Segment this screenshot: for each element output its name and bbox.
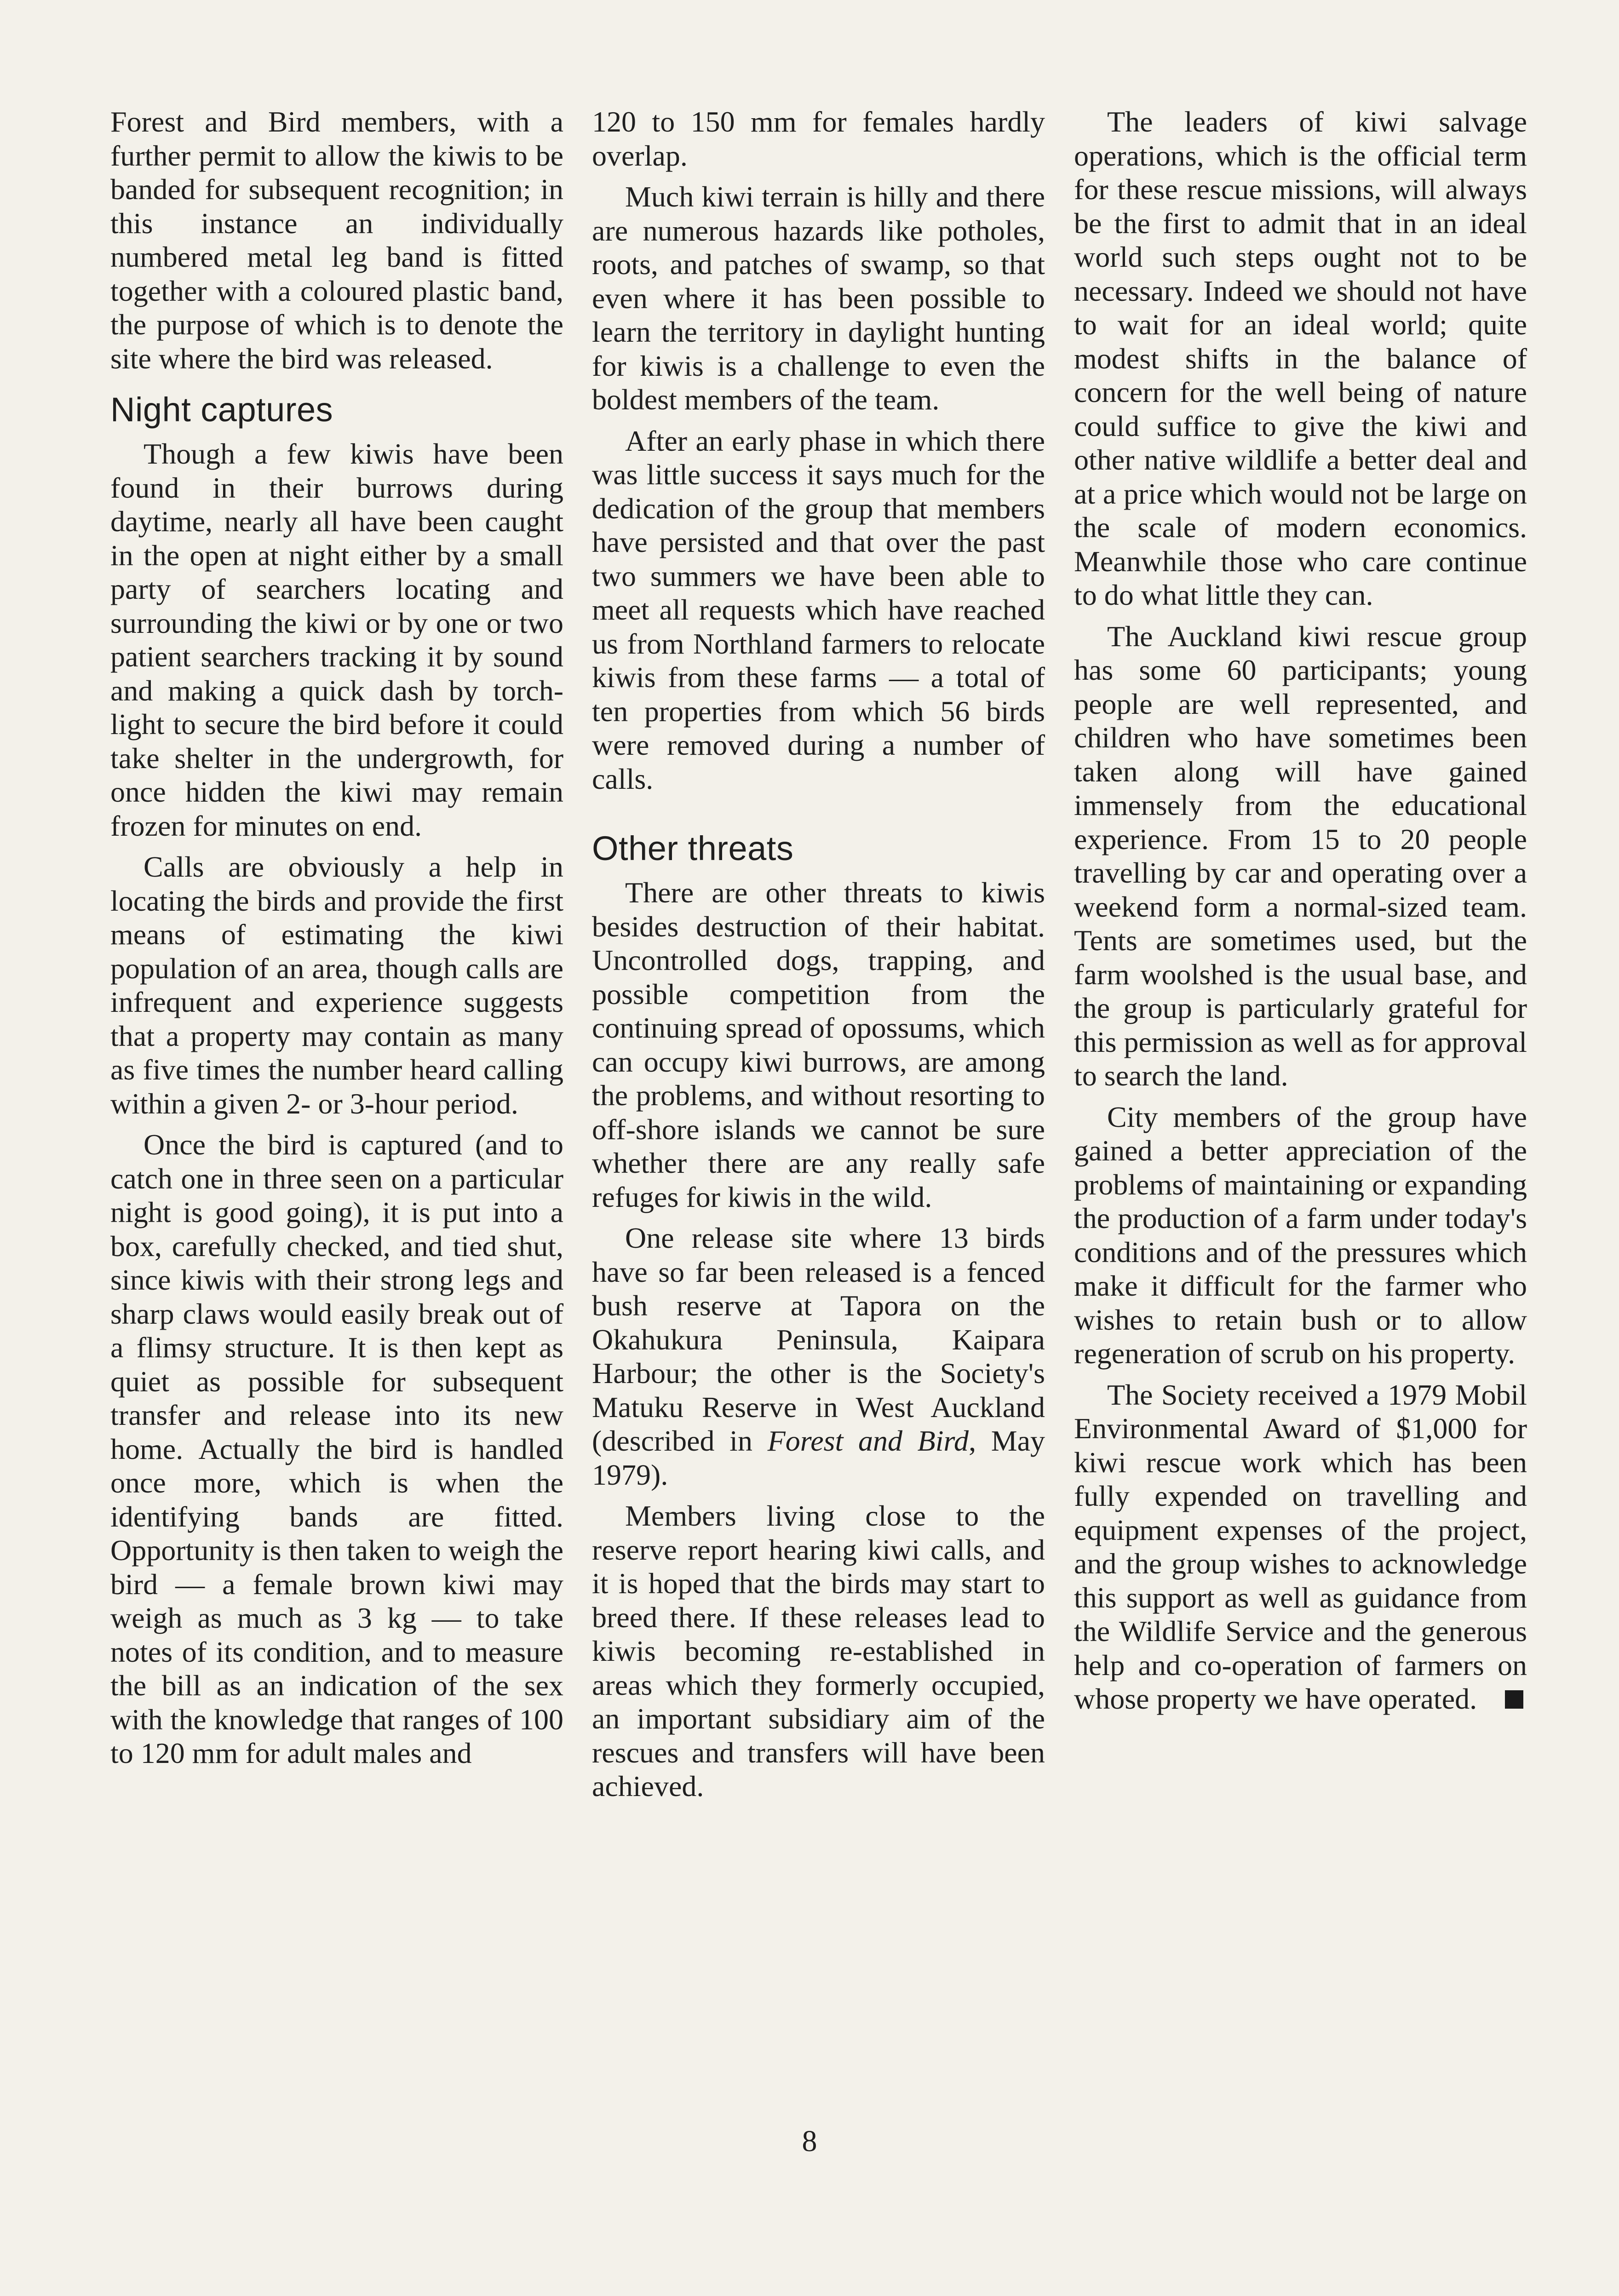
paragraph-text: , May 1979). [592,1424,1045,1491]
paragraph: Once the bird is captured (and to catch one in three seen on a particular night is good going), it is put into a box, carefully checked, and tied shut, since kiwis with their strong legs and sharp claws would easily break out of a flimsy structure. It is then kept as quiet as possible for subsequent transfer and release into its new home. Actually the bird is handled once more, which is when the identifying bands are fitted. Opportunity is then taken to weigh the bird — a female brown kiwi may weigh as much as 3 kg — to take notes of its condition, and to measure the bill as an indication of the sex with the knowledge that ranges of 100 to 120 mm for adult males and [110,1128,563,1769]
paragraph-text: One release site where 13 birds have so far been released is a fenced bush reserve at Tapora on the Okahukura Peninsula, Kaipara Harbour; the other is the Society's Matuku Reserve in West Auckland (described in [592,1222,1045,1457]
page-number: 8 [802,2124,817,2158]
paragraph: 120 to 150 mm for females hardly overlap. [592,105,1045,172]
article-column-1 [110,105,563,1778]
paragraph: The leaders of kiwi salvage operations, which is the official term for these rescue missions, will always be the first to admit that in an ideal world such steps ought not to be necessary. Indeed we should not have to wait for an ideal world; quite modest shifts in the balance of concern for the well being of nature could suffice to give the kiwi and other native wildlife a better deal and at a price which would not be large on the scale of modern economics. Meanwhile those who care continue to do what little they can. [1074,105,1527,611]
paragraph [1074,1378,1527,1716]
section-heading-other-threats: Other threats [592,829,794,867]
paragraph: Much kiwi terrain is hilly and there are numerous hazards like potholes, roots, and patches of swamp, so that even where it has been possible to learn the territory in daylight hunting for kiwis is a challenge to even the boldest members of the team. [592,180,1045,416]
paragraph: Calls are obviously a help in locating the birds and provide the first means of estimating the kiwi population of an area, though calls are infrequent and experience suggests that a property may contain as many as five times the number heard calling within a given 2- or 3-hour period. [110,850,563,1120]
paragraph: There are other threats to kiwis besides destruction of their habitat. Uncontrolled dogs, trapping, and possible competition from the continuing spread of opossums, which can occupy kiwi burrows, are among the problems, and without resorting to off-shore islands we cannot be sure whether there are any really safe refuges for kiwis in the wild. [592,876,1045,1213]
article-column-3 [1074,105,1527,1723]
paragraph [592,1221,1045,1492]
paragraph-text: The Society received a 1979 Mobil Environmental Award of $1,000 for kiwi rescue work which has been fully expended on travelling and equipment expenses of the project, and the group wishes to acknowledge this support as well as guidance from the Wildlife Service and the generous help and co-operation of farmers on whose property we have operated. [1074,1378,1527,1715]
publication-title: Forest and Bird [767,1424,969,1457]
paragraph: After an early phase in which there was little success it says much for the dedication of the group that members have persisted and that over the past two summers we have been able to meet all requests which have reached us from Northland farmers to relocate kiwis from these farms — a total of ten properties from which 56 birds were removed during a number of calls. [592,424,1045,795]
paragraph: Though a few kiwis have been found in their burrows during daytime, nearly all have been caught in the open at night either by a small party of searchers locating and surrounding the kiwi or by one or two patient searchers tracking it by sound and making a quick dash by torch-light to secure the bird before it could take shelter in the undergrowth, for once hidden the kiwi may remain frozen for minutes on end. [110,437,563,842]
end-of-article-square-icon [1505,1690,1523,1709]
paragraph: City members of the group have gained a better appreciation of the problems of maintaining or expanding the production of a farm under today's conditions and of the pressures which make it difficult for the farmer who wishes to retain bush or to allow regeneration of scrub on his property. [1074,1100,1527,1370]
section-heading-night-captures: Night captures [110,390,333,429]
paragraph: The Auckland kiwi rescue group has some 60 participants; young people are well represented, and children who have sometimes been taken along will have gained immensely from the educational experience. From 15 to 20 people travelling by car and operating over a weekend form a normal-sized team. Tents are sometimes used, but the farm woolshed is the usual base, and the group is particularly grateful for this permission as well as for approval to search the land. [1074,620,1527,1092]
paragraph: Forest and Bird members, with a further permit to allow the kiwis to be banded for subsequent recognition; in this instance an individually numbered metal leg band is fitted together with a coloured plastic band, the purpose of which is to denote the site where the bird was released. [110,105,563,375]
paragraph: Members living close to the reserve report hearing kiwi calls, and it is hoped that the birds may start to breed there. If these releases lead to kiwis becoming re-established in areas which they formerly occupied, an important subsidiary aim of the rescues and transfers will have been achieved. [592,1499,1045,1802]
article-column-2 [592,105,1045,1811]
